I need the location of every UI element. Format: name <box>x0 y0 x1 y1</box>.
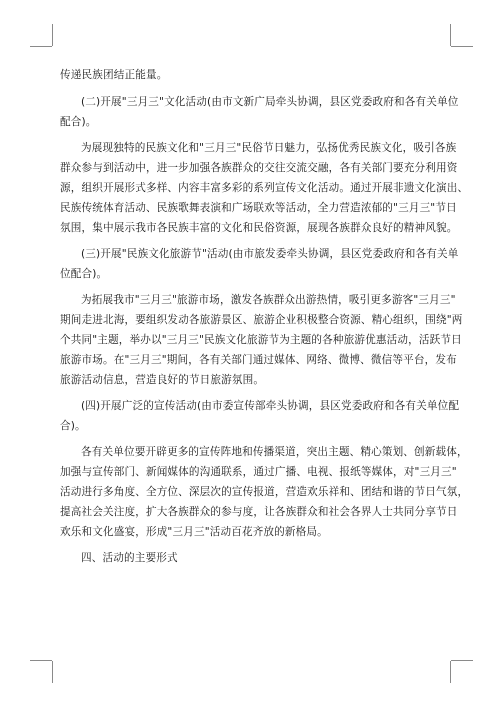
paragraph-p2 <box>60 139 469 239</box>
text-line: 旅游市场。在"三月三"期间，各有关部门通过媒体、网络、微博、微信等平台，发布 <box>60 353 457 366</box>
text-line: 加强与宣传部门、新闻媒体的沟通联系，通过广播、电视、报纸等媒体，对"三月三" <box>60 465 457 478</box>
crop-mark-top-left-horizontal <box>30 46 52 47</box>
crop-mark-top-right-vertical <box>450 24 451 46</box>
text-line: 群众参与到活动中，进一步加强各族群众的交往交流交融，各有关部门要充分利用资 <box>60 161 458 174</box>
text-line: 欢乐和文化盛宴，形成"三月三"活动百花齐放的新格局。 <box>60 525 328 538</box>
paragraph-p0 <box>60 66 443 86</box>
text-line: 配合)。 <box>60 115 97 128</box>
crop-mark-bottom-right-horizontal <box>451 660 473 661</box>
text-line: 为展现独特的民族文化和"三月三"民俗节日魅力，弘扬优秀民族文化，吸引各族 <box>81 142 457 155</box>
document-body <box>60 66 469 575</box>
text-line: 活动进行多角度、全方位、深层次的宣传报道，营造欢乐祥和、团结和谐的节日气氛， <box>60 485 469 498</box>
text-line: 合)。 <box>60 419 86 432</box>
text-line: 提高社会关注度，扩大各族群众的参与度，让各族群众和社会各界人士共同分享节日 <box>60 505 458 518</box>
paragraph-p1 <box>60 93 459 133</box>
paragraph-p5 <box>60 397 460 437</box>
paragraph-p4 <box>60 291 463 391</box>
paragraph-p6 <box>60 443 469 543</box>
paragraph-p7 <box>60 549 443 569</box>
text-line: (三)开展"民族文化旅游节"活动(由市旅发委牵头协调，县区党委政府和各有关单 <box>81 247 459 260</box>
text-line: 为拓展我市"三月三"旅游市场，激发各族群众出游热情，吸引更多游客"三月三" <box>81 293 456 306</box>
text-line: 位配合)。 <box>60 267 108 280</box>
crop-mark-top-left-vertical <box>52 24 53 46</box>
text-line: 源，组织开展形式多样、内容丰富多彩的系列宣传文化活动。通过开展非遗文化演出、 <box>60 181 469 194</box>
crop-mark-bottom-left-horizontal <box>30 660 52 661</box>
crop-mark-bottom-right-vertical <box>450 661 451 683</box>
text-line: 个共同"主题，举办以"三月三"民族文化旅游节为主题的各种旅游优惠活动，活跃节日 <box>60 333 462 346</box>
paragraph-p3 <box>60 245 459 285</box>
crop-mark-bottom-left-vertical <box>52 661 53 683</box>
text-line: 民族传统体育活动、民族歌舞表演和广场联欢等活动，全力营造浓郁的"三月三"节日 <box>60 201 457 214</box>
text-line: 四、活动的主要形式 <box>81 551 178 564</box>
text-line: 期间走进北海，要组织发动各旅游景区、旅游企业积极整合资源、精心组织，围绕"两 <box>60 313 463 326</box>
crop-mark-top-right-horizontal <box>451 46 473 47</box>
text-line: 各有关单位要开辟更多的宣传阵地和传播渠道，突出主题、精心策划、创新载体， <box>81 445 468 458</box>
text-line: (二)开展"三月三"文化活动(由市文新广局牵头协调，县区党委政府和各有关单位 <box>81 95 459 108</box>
text-line: 氛围，集中展示我市各民族丰富的文化和民俗资源，展现各族群众良好的精神风貌。 <box>60 221 458 234</box>
text-line: 传递民族团结正能量。 <box>60 69 168 81</box>
text-line: (四)开展广泛的宣传活动(由市委宣传部牵头协调，县区党委政府和各有关单位配 <box>81 399 460 412</box>
text-line: 旅游活动信息，营造良好的节日旅游氛围。 <box>60 373 265 386</box>
